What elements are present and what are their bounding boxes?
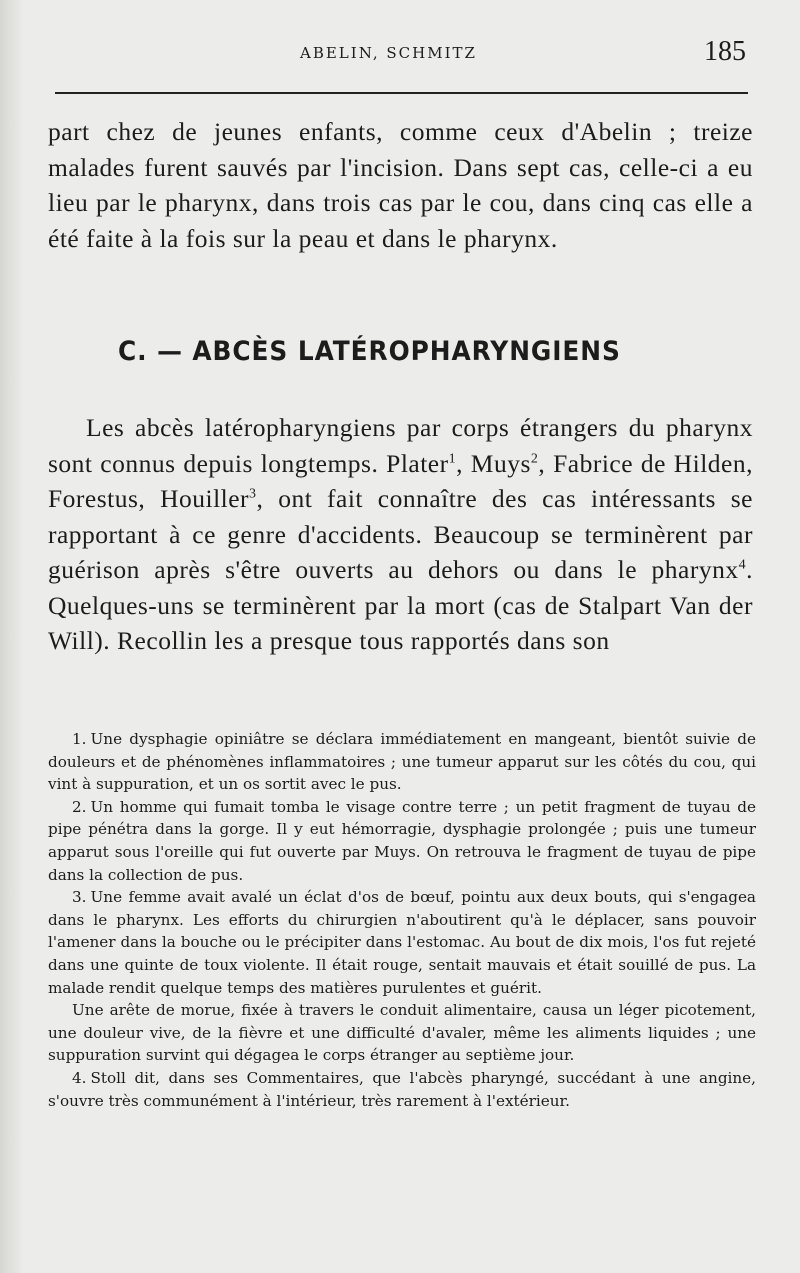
section-heading: C. — ABCÈS LATÉROPHARYNGIENS — [118, 336, 621, 367]
footnote — [48, 1067, 756, 1112]
footnote-text: Stoll dit, dans ses Commentaires, que l'abcès pharyngé, succédant à une angine, s'ouvre très communément à l'intérieur, très rarement à l'extérieur. — [48, 1068, 756, 1110]
footnote-number: 1. — [72, 730, 87, 748]
main-paragraph-segment: . Quelques-uns se terminèrent par la mort (cas de Stalpart Van der Will). Recollin les a presque tous rapportés dans son — [48, 555, 753, 655]
footnote-number: 4. — [72, 1068, 87, 1087]
footnotes — [48, 728, 756, 1112]
footnote-text: Une dysphagie opiniâtre se déclara immédiatement en mangeant, bientôt suivie de douleurs et de phénomènes inflammatoires ; une tumeur apparut sur les côtés du cou, qui vint à suppuration, et un os sortit avec le pus. — [48, 730, 756, 794]
footnote-ref-4: 4 — [738, 557, 747, 573]
footnote-ref-3: 3 — [249, 486, 257, 502]
footnote — [48, 728, 756, 796]
footnote — [48, 886, 756, 999]
footnote-continuation — [48, 999, 756, 1067]
footnote-ref-1: 1 — [448, 451, 457, 466]
footnote-ref-2: 2 — [530, 451, 539, 466]
running-title: ABELIN, SCHMITZ — [300, 44, 477, 62]
running-head — [0, 36, 800, 76]
footnote-text: Un homme qui fumait tomba le visage contre terre ; un petit fragment de tuyau de pipe pénétra dans la gorge. Il y eut hémorragie, dysphagie prolongée ; puis une tumeur apparut sous l'oreille qui fut ouverte par Muys. On retrouva le fragment de tuyau de pipe dans la collection de pus. — [48, 797, 756, 884]
main-paragraph — [48, 410, 753, 659]
main-paragraph-segment: , ont fait connaître des cas intéressants se rapportant à ce genre d'accidents. Beaucoup se terminèrent par guérison après s'être ouverts au dehors ou dans le pharynx — [48, 484, 753, 584]
page-number: 185 — [704, 36, 746, 67]
footnote-number: 3. — [72, 888, 87, 907]
footnote — [48, 796, 756, 886]
header-rule — [55, 92, 748, 94]
main-paragraph-segment: , Muys — [456, 448, 531, 478]
main-paragraph-segment: , Fabrice de Hilden, Forestus, Houiller — [48, 448, 753, 513]
footnote-text: Une femme avait avalé un éclat d'os de bœuf, pointu aux deux bouts, qui s'engagea dans le pharynx. Les efforts du chirurgien n'aboutirent qu'à le déplacer, sans pouvoir l'amener dans la bouche ou le précipiter dans l'estomac. Au bout de dix mois, l'os fut rejeté dans une quinte de toux violente. Il était rouge, sentait mauvais et était souillé de pus. La malade rendit quelque temps des matières purulentes et guérit. — [48, 888, 756, 997]
footnote-number: 2. — [72, 797, 87, 816]
footnote-text: Une arête de morue, fixée à travers le conduit alimentaire, causa un léger picotement, une douleur vive, de la fièvre et une difficulté d'avaler, même les aliments liquides ; une suppuration survint qui dégagea le corps étranger au septième jour. — [48, 1001, 756, 1065]
continued-paragraph: part chez de jeunes enfants, comme ceux d'Abelin ; treize malades furent sauvés par l'incision. Dans sept cas, celle-ci a eu lieu par le pharynx, dans trois cas par le cou, dans cinq cas elle a été faite à la fois sur la peau et dans le pharynx. — [48, 117, 753, 253]
main-paragraph-segment: Les abcès latéropharyngiens par corps étrangers du pharynx sont connus depuis longtemps. Plater — [48, 413, 753, 478]
